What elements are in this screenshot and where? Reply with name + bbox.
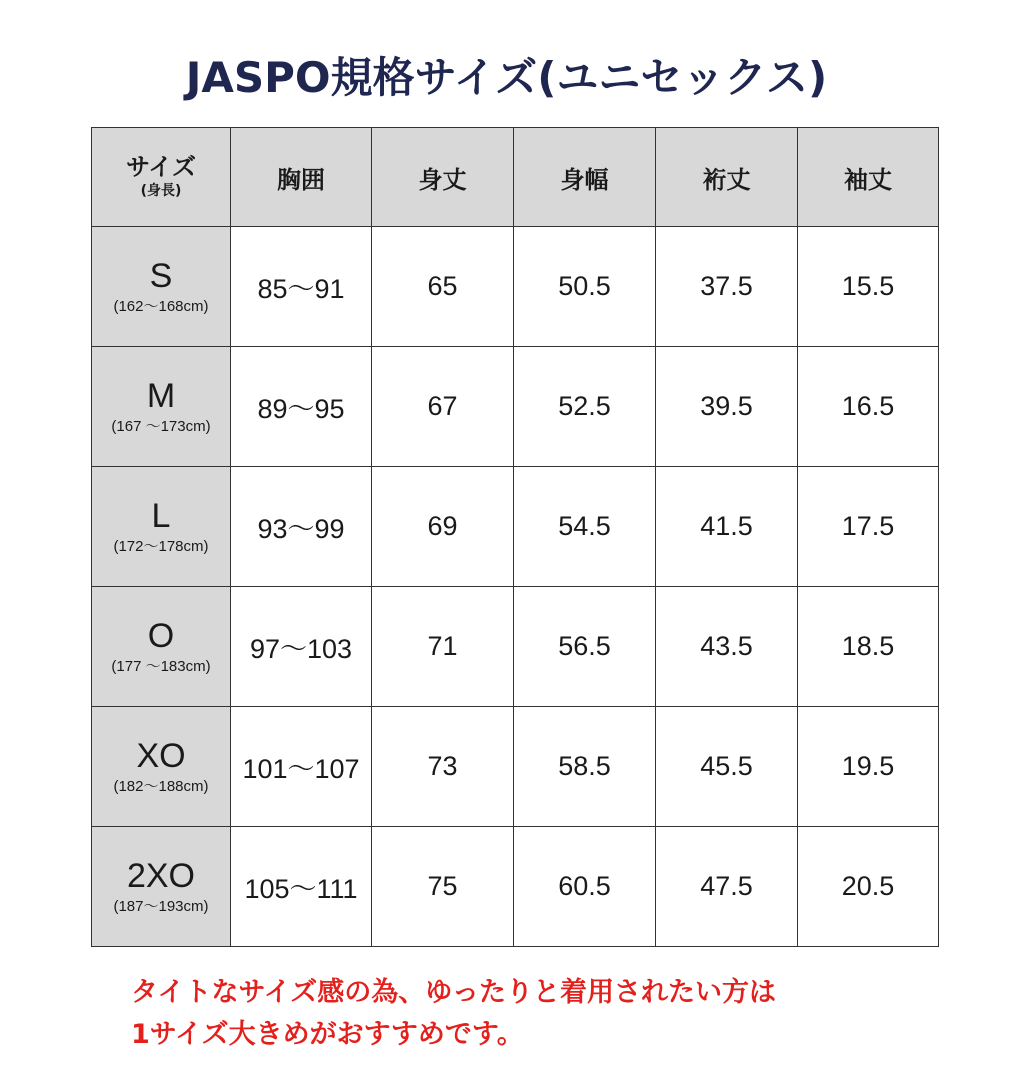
column-header-body-length: 身丈 — [372, 128, 514, 227]
column-header-body-width: 身幅 — [514, 128, 656, 227]
cell-yuki-length: 45.5 — [656, 707, 798, 827]
size-advice-note — [131, 972, 991, 1056]
cell-body-length: 75 — [372, 827, 514, 947]
cell-sleeve-length: 15.5 — [798, 227, 939, 347]
note-line-1: タイトなサイズ感の為、ゆったりと着用されたい方は — [131, 977, 777, 1008]
column-header-chest: 胸囲 — [231, 128, 372, 227]
table-row — [92, 827, 939, 947]
note-line-2: 1サイズ大きめがおすすめです。 — [131, 1019, 524, 1050]
column-header-sleeve-length: 袖丈 — [798, 128, 939, 227]
size-height-range: (172～178cm) — [113, 537, 209, 555]
cell-body-width: 58.5 — [514, 707, 656, 827]
cell-sleeve-length: 16.5 — [798, 347, 939, 467]
cell-yuki-length: 41.5 — [656, 467, 798, 587]
cell-sleeve-length: 18.5 — [798, 587, 939, 707]
cell-body-width: 52.5 — [514, 347, 656, 467]
table-row — [92, 707, 939, 827]
cell-sleeve-length: 19.5 — [798, 707, 939, 827]
cell-chest: 89～95 — [231, 347, 372, 467]
size-label-cell — [92, 587, 231, 707]
cell-chest: 97～103 — [231, 587, 372, 707]
size-name: M — [146, 376, 176, 415]
size-height-range: (182～188cm) — [113, 777, 209, 795]
cell-chest: 101～107 — [231, 707, 372, 827]
size-label-cell — [92, 467, 231, 587]
size-column-header — [92, 128, 231, 227]
cell-body-length: 65 — [372, 227, 514, 347]
table-row — [92, 227, 939, 347]
size-label-cell — [92, 827, 231, 947]
cell-body-width: 56.5 — [514, 587, 656, 707]
size-header-label: サイズ — [125, 153, 197, 181]
size-label-cell — [92, 707, 231, 827]
cell-sleeve-length: 20.5 — [798, 827, 939, 947]
size-name: S — [149, 256, 173, 295]
cell-body-length: 71 — [372, 587, 514, 707]
size-label-cell — [92, 227, 231, 347]
cell-chest: 93～99 — [231, 467, 372, 587]
height-header-label: (身長) — [140, 183, 182, 199]
cell-yuki-length: 47.5 — [656, 827, 798, 947]
table-header-row — [92, 128, 939, 227]
size-height-range: (187～193cm) — [113, 897, 209, 915]
size-height-range: (167 ～173cm) — [111, 417, 211, 435]
cell-yuki-length: 43.5 — [656, 587, 798, 707]
cell-body-length: 67 — [372, 347, 514, 467]
cell-body-width: 50.5 — [514, 227, 656, 347]
cell-body-width: 54.5 — [514, 467, 656, 587]
column-header-yuki-length: 裄丈 — [656, 128, 798, 227]
table-row — [92, 467, 939, 587]
cell-body-length: 69 — [372, 467, 514, 587]
size-height-range: (162～168cm) — [113, 297, 209, 315]
cell-yuki-length: 39.5 — [656, 347, 798, 467]
size-label-cell — [92, 347, 231, 467]
size-name: 2XO — [126, 856, 196, 895]
cell-body-length: 73 — [372, 707, 514, 827]
table-row — [92, 587, 939, 707]
size-name: L — [151, 496, 171, 535]
cell-body-width: 60.5 — [514, 827, 656, 947]
cell-yuki-length: 37.5 — [656, 227, 798, 347]
page-title: JASPO規格サイズ(ユニセックス) — [185, 53, 828, 102]
size-name: XO — [136, 736, 186, 775]
table-row — [92, 347, 939, 467]
size-name: O — [147, 616, 175, 655]
cell-chest: 85～91 — [231, 227, 372, 347]
size-chart-table — [91, 127, 939, 947]
cell-sleeve-length: 17.5 — [798, 467, 939, 587]
size-height-range: (177 ～183cm) — [111, 657, 211, 675]
cell-chest: 105～111 — [231, 827, 372, 947]
